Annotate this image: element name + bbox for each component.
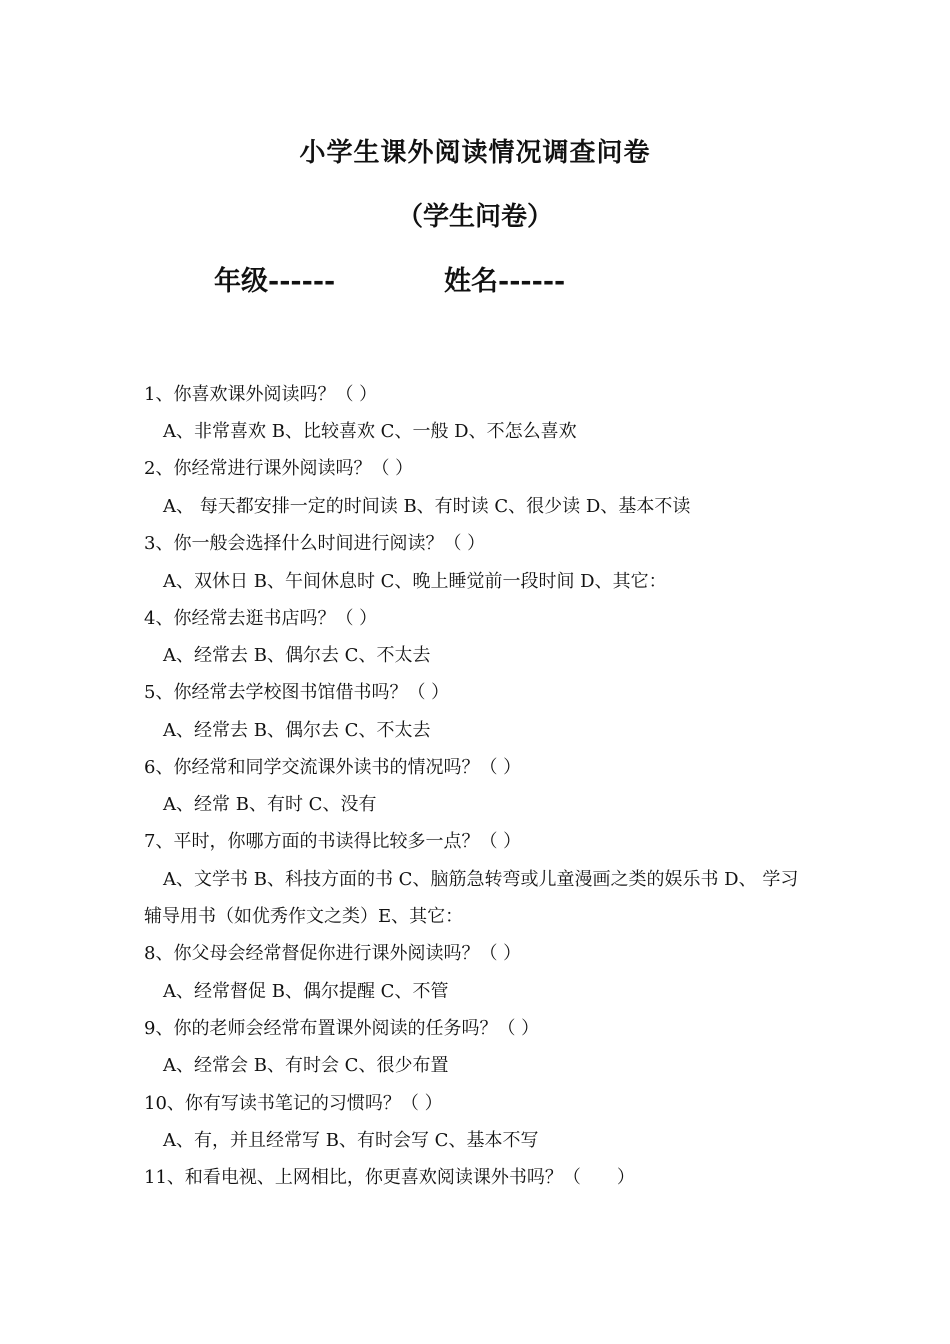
question-7: 7、平时，你哪方面的书读得比较多一点？（ ） — [144, 831, 522, 852]
question-6: 6、你经常和同学交流课外读书的情况吗？（ ） — [144, 757, 522, 778]
name-field: 姓名------ — [444, 266, 566, 297]
options-9: A、经常会 B、有时会 C、很少布置 — [163, 1055, 449, 1076]
options-7-continued: 辅导用书（如优秀作文之类）E、其它： — [144, 906, 464, 927]
question-8: 8、你父母会经常督促你进行课外阅读吗？（ ） — [144, 943, 522, 964]
question-1: 1、你喜欢课外阅读吗？（ ） — [144, 384, 378, 405]
options-8: A、经常督促 B、偶尔提醒 C、不管 — [163, 981, 449, 1002]
question-11: 11、和看电视、上网相比，你更喜欢阅读课外书吗？（ ） — [144, 1167, 635, 1188]
options-6: A、经常 B、有时 C、没有 — [163, 794, 377, 815]
options-1: A、非常喜欢 B、比较喜欢 C、一般 D、不怎么喜欢 — [163, 421, 577, 442]
question-2: 2、你经常进行课外阅读吗？（ ） — [144, 458, 414, 479]
options-4: A、经常去 B、偶尔去 C、不太去 — [163, 645, 431, 666]
options-7: A、文学书 B、科技方面的书 C、脑筋急转弯或儿童漫画之类的娱乐书 D、 学习 — [163, 869, 799, 890]
page-subtitle: （学生问卷） — [396, 202, 553, 232]
options-2: A、 每天都安排一定的时间读 B、有时读 C、很少读 D、基本不读 — [163, 496, 691, 517]
options-5: A、经常去 B、偶尔去 C、不太去 — [163, 720, 431, 741]
question-4: 4、你经常去逛书店吗？（ ） — [144, 608, 378, 629]
page-title: 小学生课外阅读情况调查问卷 — [299, 138, 651, 168]
question-10: 10、你有写读书笔记的习惯吗？（ ） — [144, 1093, 443, 1114]
question-9: 9、你的老师会经常布置课外阅读的任务吗？（ ） — [144, 1018, 540, 1039]
options-3: A、双休日 B、午间休息时 C、晚上睡觉前一段时间 D、其它： — [163, 571, 667, 592]
question-3: 3、你一般会选择什么时间进行阅读？（ ） — [144, 533, 486, 554]
options-10: A、有，并且经常写 B、有时会写 C、基本不写 — [163, 1130, 539, 1151]
question-5: 5、你经常去学校图书馆借书吗？（ ） — [144, 682, 450, 703]
grade-field: 年级------ — [214, 266, 336, 297]
